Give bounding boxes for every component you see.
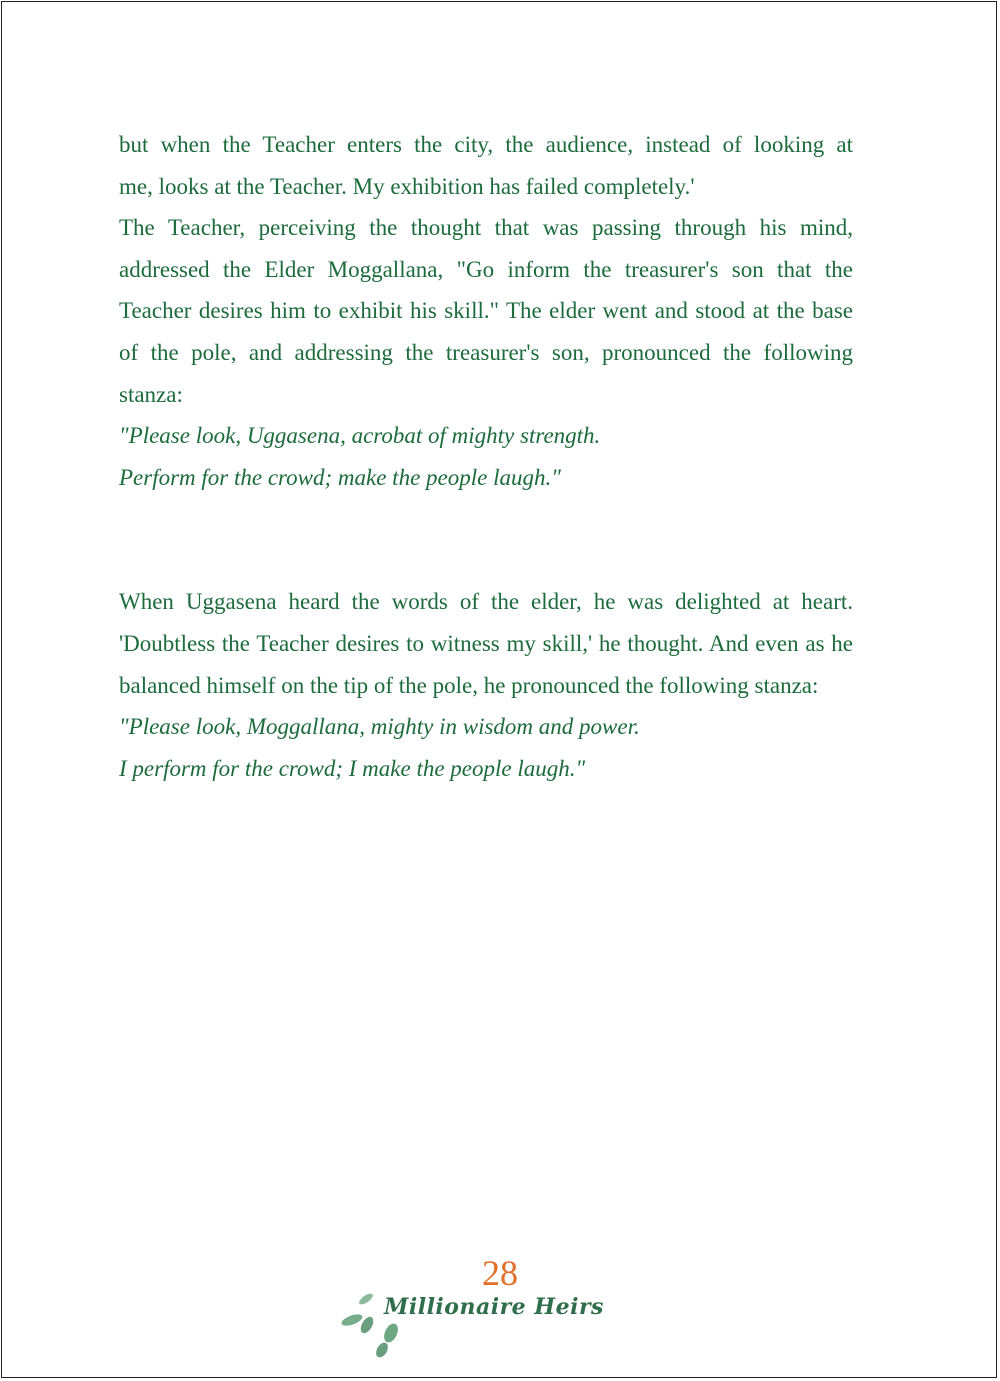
- paragraph-1-line-2: me, looks at the Teacher. My exhibition has failed completely.': [119, 173, 695, 199]
- brand-logo: [336, 1286, 604, 1366]
- leaf-shape: [374, 1341, 391, 1360]
- brand-name: Millionaire Heirs: [384, 1294, 604, 1320]
- paragraph-3: When Uggasena heard the words of the elder, he was delighted at heart. 'Doubtless the Teacher desires to witness my skill,' he thought. And even as he balanced himself on the tip of the pole, he pronounced the following stanza:: [119, 589, 853, 698]
- page-number: 28: [482, 1253, 518, 1293]
- leaf-shape: [357, 1292, 374, 1307]
- paragraph-2: The Teacher, perceiving the thought that was passing through his mind, addressed the Elder Moggallana, "Go inform the treasurer's son that the Teacher desires him to exhibit his skill." The elder went and stood at the base of the pole, and addressing the treasurer's son, pronounced the following stanza:: [119, 215, 853, 407]
- paragraph-1-line-1: but when the Teacher enters the city, the audience, instead of looking at: [119, 132, 853, 157]
- page-body: [119, 124, 853, 789]
- paragraph-spacer: [119, 498, 853, 581]
- leaf-shape: [381, 1321, 400, 1344]
- verse-2-line-1: "Please look, Moggallana, mighty in wisdom and power.: [119, 714, 640, 740]
- leaf-shape: [340, 1312, 364, 1328]
- verse-1-line-2: Perform for the crowd; make the people laugh.": [119, 464, 561, 490]
- verse-2-line-2: I perform for the crowd; I make the people laugh.": [119, 755, 586, 781]
- verse-1-line-1: "Please look, Uggasena, acrobat of mighty strength.: [119, 423, 601, 449]
